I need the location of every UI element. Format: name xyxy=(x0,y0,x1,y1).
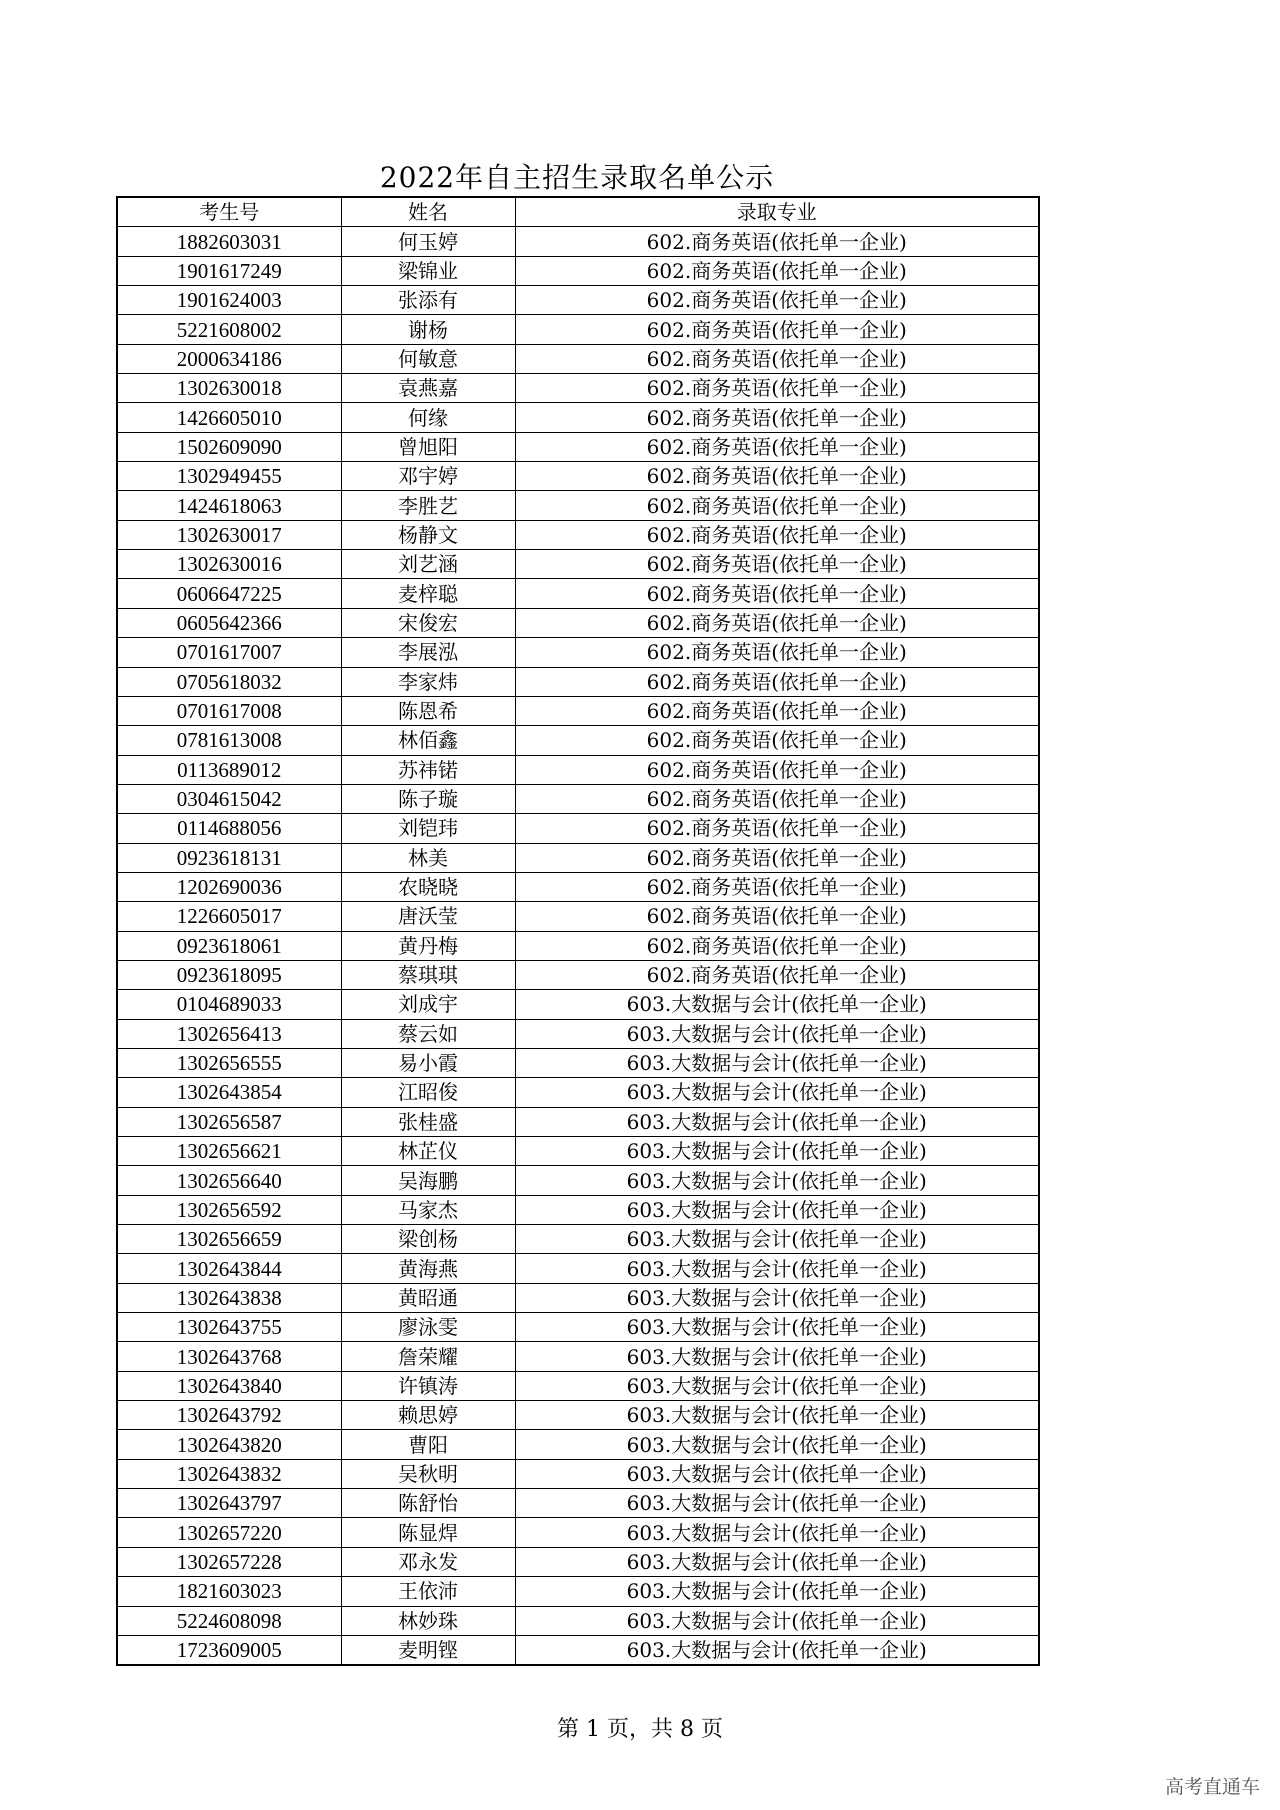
exam-id-cell: 5221608002 xyxy=(117,315,341,344)
exam-id-cell: 1424618063 xyxy=(117,491,341,520)
major-cell: 602.商务英语(依托单一企业) xyxy=(515,462,1039,491)
exam-id-cell: 1882603031 xyxy=(117,227,341,256)
table-row xyxy=(117,1577,1039,1606)
admission-table xyxy=(116,196,1040,1666)
student-name-cell: 邓永发 xyxy=(341,1547,515,1576)
student-name-cell: 詹荣耀 xyxy=(341,1342,515,1371)
student-name-cell: 林妙珠 xyxy=(341,1606,515,1635)
table-row xyxy=(117,1225,1039,1254)
table-row xyxy=(117,403,1039,432)
exam-id-cell: 1302657220 xyxy=(117,1518,341,1547)
exam-id-cell: 0701617008 xyxy=(117,696,341,725)
major-cell: 602.商务英语(依托单一企业) xyxy=(515,374,1039,403)
major-cell: 602.商务英语(依托单一企业) xyxy=(515,872,1039,901)
exam-id-cell: 1302630018 xyxy=(117,374,341,403)
table-row xyxy=(117,1635,1039,1665)
major-cell: 603.大数据与会计(依托单一企业) xyxy=(515,1577,1039,1606)
student-name-cell: 陈恩希 xyxy=(341,696,515,725)
exam-id-cell: 1302656587 xyxy=(117,1107,341,1136)
column-header-exam-id: 考生号 xyxy=(117,197,341,227)
exam-id-cell: 1302656659 xyxy=(117,1225,341,1254)
exam-id-cell: 0304615042 xyxy=(117,784,341,813)
exam-id-cell: 1302630016 xyxy=(117,550,341,579)
table-row xyxy=(117,931,1039,960)
exam-id-cell: 1202690036 xyxy=(117,872,341,901)
table-row xyxy=(117,843,1039,872)
page-footer: 第 1 页，共 8 页 xyxy=(557,1717,723,1742)
student-name-cell: 蔡琪琪 xyxy=(341,960,515,989)
student-name-cell: 何缘 xyxy=(341,403,515,432)
exam-id-cell: 1302656592 xyxy=(117,1195,341,1224)
table-row xyxy=(117,344,1039,373)
table-row xyxy=(117,1313,1039,1342)
major-cell: 603.大数据与会计(依托单一企业) xyxy=(515,1606,1039,1635)
major-cell: 602.商务英语(依托单一企业) xyxy=(515,726,1039,755)
major-cell: 602.商务英语(依托单一企业) xyxy=(515,315,1039,344)
exam-id-cell: 1302643797 xyxy=(117,1489,341,1518)
student-name-cell: 林芷仪 xyxy=(341,1137,515,1166)
table-row xyxy=(117,696,1039,725)
exam-id-cell: 0923618131 xyxy=(117,843,341,872)
table-row xyxy=(117,256,1039,285)
table-row xyxy=(117,579,1039,608)
student-name-cell: 赖思婷 xyxy=(341,1401,515,1430)
major-cell: 602.商务英语(依托单一企业) xyxy=(515,931,1039,960)
exam-id-cell: 1302643854 xyxy=(117,1078,341,1107)
student-name-cell: 邓宇婷 xyxy=(341,462,515,491)
student-name-cell: 谢杨 xyxy=(341,315,515,344)
major-cell: 603.大数据与会计(依托单一企业) xyxy=(515,1283,1039,1312)
major-cell: 603.大数据与会计(依托单一企业) xyxy=(515,1019,1039,1048)
major-cell: 602.商务英语(依托单一企业) xyxy=(515,814,1039,843)
table-row xyxy=(117,1166,1039,1195)
table-row xyxy=(117,550,1039,579)
table-row xyxy=(117,726,1039,755)
table-row xyxy=(117,286,1039,315)
major-cell: 603.大数据与会计(依托单一企业) xyxy=(515,1430,1039,1459)
major-cell: 602.商务英语(依托单一企业) xyxy=(515,550,1039,579)
student-name-cell: 杨静文 xyxy=(341,520,515,549)
major-cell: 602.商务英语(依托单一企业) xyxy=(515,256,1039,285)
exam-id-cell: 0923618095 xyxy=(117,960,341,989)
major-cell: 602.商务英语(依托单一企业) xyxy=(515,286,1039,315)
table-row xyxy=(117,1048,1039,1077)
column-header-name: 姓名 xyxy=(341,197,515,227)
major-cell: 602.商务英语(依托单一企业) xyxy=(515,960,1039,989)
table-row xyxy=(117,1195,1039,1224)
major-cell: 603.大数据与会计(依托单一企业) xyxy=(515,1342,1039,1371)
table-row xyxy=(117,1547,1039,1576)
major-cell: 603.大数据与会计(依托单一企业) xyxy=(515,1166,1039,1195)
exam-id-cell: 2000634186 xyxy=(117,344,341,373)
major-cell: 602.商务英语(依托单一企业) xyxy=(515,491,1039,520)
table-row xyxy=(117,1342,1039,1371)
table-row xyxy=(117,814,1039,843)
exam-id-cell: 1302643844 xyxy=(117,1254,341,1283)
exam-id-cell: 0114688056 xyxy=(117,814,341,843)
major-cell: 602.商务英语(依托单一企业) xyxy=(515,667,1039,696)
table-header xyxy=(117,197,1039,227)
exam-id-cell: 1302643840 xyxy=(117,1371,341,1400)
student-name-cell: 唐沃莹 xyxy=(341,902,515,931)
table-row xyxy=(117,520,1039,549)
major-cell: 602.商务英语(依托单一企业) xyxy=(515,344,1039,373)
student-name-cell: 袁燕嘉 xyxy=(341,374,515,403)
exam-id-cell: 1302656413 xyxy=(117,1019,341,1048)
exam-id-cell: 1426605010 xyxy=(117,403,341,432)
header-row xyxy=(117,197,1039,227)
student-name-cell: 林美 xyxy=(341,843,515,872)
major-cell: 602.商务英语(依托单一企业) xyxy=(515,638,1039,667)
exam-id-cell: 1302643755 xyxy=(117,1313,341,1342)
table-row xyxy=(117,1283,1039,1312)
table-row xyxy=(117,1430,1039,1459)
student-name-cell: 何玉婷 xyxy=(341,227,515,256)
student-name-cell: 吴秋明 xyxy=(341,1459,515,1488)
column-header-major: 录取专业 xyxy=(515,197,1039,227)
student-name-cell: 陈显焊 xyxy=(341,1518,515,1547)
exam-id-cell: 1302643832 xyxy=(117,1459,341,1488)
exam-id-cell: 0606647225 xyxy=(117,579,341,608)
table-row xyxy=(117,491,1039,520)
student-name-cell: 刘成宇 xyxy=(341,990,515,1019)
exam-id-cell: 1302656555 xyxy=(117,1048,341,1077)
table-row xyxy=(117,784,1039,813)
exam-id-cell: 1901624003 xyxy=(117,286,341,315)
major-cell: 603.大数据与会计(依托单一企业) xyxy=(515,1137,1039,1166)
student-name-cell: 梁创杨 xyxy=(341,1225,515,1254)
exam-id-cell: 1723609005 xyxy=(117,1635,341,1665)
student-name-cell: 张添有 xyxy=(341,286,515,315)
student-name-cell: 林佰鑫 xyxy=(341,726,515,755)
table-row xyxy=(117,667,1039,696)
table-row xyxy=(117,1019,1039,1048)
table-row xyxy=(117,638,1039,667)
major-cell: 603.大数据与会计(依托单一企业) xyxy=(515,1195,1039,1224)
table-row xyxy=(117,1107,1039,1136)
student-name-cell: 许镇涛 xyxy=(341,1371,515,1400)
table-row xyxy=(117,872,1039,901)
major-cell: 602.商务英语(依托单一企业) xyxy=(515,403,1039,432)
table-row xyxy=(117,1401,1039,1430)
exam-id-cell: 5224608098 xyxy=(117,1606,341,1635)
student-name-cell: 农晓晓 xyxy=(341,872,515,901)
exam-id-cell: 1226605017 xyxy=(117,902,341,931)
exam-id-cell: 0781613008 xyxy=(117,726,341,755)
table-row xyxy=(117,990,1039,1019)
student-name-cell: 麦梓聪 xyxy=(341,579,515,608)
student-name-cell: 苏祎锘 xyxy=(341,755,515,784)
student-name-cell: 李胜艺 xyxy=(341,491,515,520)
student-name-cell: 马家杰 xyxy=(341,1195,515,1224)
table-row xyxy=(117,227,1039,256)
major-cell: 603.大数据与会计(依托单一企业) xyxy=(515,1371,1039,1400)
exam-id-cell: 0605642366 xyxy=(117,608,341,637)
table-row xyxy=(117,1254,1039,1283)
table-row xyxy=(117,462,1039,491)
table-row xyxy=(117,374,1039,403)
major-cell: 603.大数据与会计(依托单一企业) xyxy=(515,1459,1039,1488)
table-row xyxy=(117,1518,1039,1547)
table-row xyxy=(117,902,1039,931)
table-row xyxy=(117,1459,1039,1488)
table-body xyxy=(117,227,1039,1665)
student-name-cell: 黄昭通 xyxy=(341,1283,515,1312)
exam-id-cell: 1302643838 xyxy=(117,1283,341,1312)
major-cell: 603.大数据与会计(依托单一企业) xyxy=(515,1635,1039,1665)
student-name-cell: 蔡云如 xyxy=(341,1019,515,1048)
student-name-cell: 王依沛 xyxy=(341,1577,515,1606)
exam-id-cell: 1502609090 xyxy=(117,432,341,461)
major-cell: 602.商务英语(依托单一企业) xyxy=(515,520,1039,549)
table-row xyxy=(117,608,1039,637)
major-cell: 602.商务英语(依托单一企业) xyxy=(515,579,1039,608)
document-title: 2022年自主招生录取名单公示 xyxy=(379,161,775,194)
major-cell: 603.大数据与会计(依托单一企业) xyxy=(515,1078,1039,1107)
major-cell: 603.大数据与会计(依托单一企业) xyxy=(515,1048,1039,1077)
major-cell: 603.大数据与会计(依托单一企业) xyxy=(515,1313,1039,1342)
major-cell: 602.商务英语(依托单一企业) xyxy=(515,755,1039,784)
exam-id-cell: 1302657228 xyxy=(117,1547,341,1576)
major-cell: 602.商务英语(依托单一企业) xyxy=(515,784,1039,813)
student-name-cell: 李展泓 xyxy=(341,638,515,667)
student-name-cell: 梁锦业 xyxy=(341,256,515,285)
student-name-cell: 李家炜 xyxy=(341,667,515,696)
student-name-cell: 江昭俊 xyxy=(341,1078,515,1107)
exam-id-cell: 1302643768 xyxy=(117,1342,341,1371)
student-name-cell: 陈舒怡 xyxy=(341,1489,515,1518)
table-row xyxy=(117,960,1039,989)
major-cell: 602.商务英语(依托单一企业) xyxy=(515,227,1039,256)
exam-id-cell: 0701617007 xyxy=(117,638,341,667)
exam-id-cell: 1901617249 xyxy=(117,256,341,285)
exam-id-cell: 0923618061 xyxy=(117,931,341,960)
major-cell: 602.商务英语(依托单一企业) xyxy=(515,432,1039,461)
student-name-cell: 张桂盛 xyxy=(341,1107,515,1136)
student-name-cell: 曹阳 xyxy=(341,1430,515,1459)
watermark: 高考直通车 xyxy=(1164,1776,1260,1798)
exam-id-cell: 0113689012 xyxy=(117,755,341,784)
major-cell: 603.大数据与会计(依托单一企业) xyxy=(515,1107,1039,1136)
exam-id-cell: 0705618032 xyxy=(117,667,341,696)
major-cell: 602.商务英语(依托单一企业) xyxy=(515,843,1039,872)
student-name-cell: 吴海鹏 xyxy=(341,1166,515,1195)
exam-id-cell: 1302643820 xyxy=(117,1430,341,1459)
major-cell: 603.大数据与会计(依托单一企业) xyxy=(515,1489,1039,1518)
table-row xyxy=(117,1489,1039,1518)
exam-id-cell: 1821603023 xyxy=(117,1577,341,1606)
major-cell: 602.商务英语(依托单一企业) xyxy=(515,608,1039,637)
exam-id-cell: 1302656640 xyxy=(117,1166,341,1195)
student-name-cell: 刘铠玮 xyxy=(341,814,515,843)
student-name-cell: 何敏意 xyxy=(341,344,515,373)
student-name-cell: 刘艺涵 xyxy=(341,550,515,579)
student-name-cell: 曾旭阳 xyxy=(341,432,515,461)
student-name-cell: 易小霞 xyxy=(341,1048,515,1077)
exam-id-cell: 1302630017 xyxy=(117,520,341,549)
student-name-cell: 黄海燕 xyxy=(341,1254,515,1283)
table-row xyxy=(117,755,1039,784)
exam-id-cell: 1302656621 xyxy=(117,1137,341,1166)
student-name-cell: 麦明铿 xyxy=(341,1635,515,1665)
table-row xyxy=(117,432,1039,461)
exam-id-cell: 0104689033 xyxy=(117,990,341,1019)
student-name-cell: 宋俊宏 xyxy=(341,608,515,637)
major-cell: 603.大数据与会计(依托单一企业) xyxy=(515,1547,1039,1576)
major-cell: 602.商务英语(依托单一企业) xyxy=(515,696,1039,725)
major-cell: 602.商务英语(依托单一企业) xyxy=(515,902,1039,931)
table-row xyxy=(117,1606,1039,1635)
student-name-cell: 黄丹梅 xyxy=(341,931,515,960)
table-row xyxy=(117,1078,1039,1107)
exam-id-cell: 1302643792 xyxy=(117,1401,341,1430)
table-row xyxy=(117,1137,1039,1166)
major-cell: 603.大数据与会计(依托单一企业) xyxy=(515,1401,1039,1430)
student-name-cell: 陈子璇 xyxy=(341,784,515,813)
student-name-cell: 廖泳雯 xyxy=(341,1313,515,1342)
major-cell: 603.大数据与会计(依托单一企业) xyxy=(515,1254,1039,1283)
major-cell: 603.大数据与会计(依托单一企业) xyxy=(515,990,1039,1019)
major-cell: 603.大数据与会计(依托单一企业) xyxy=(515,1225,1039,1254)
exam-id-cell: 1302949455 xyxy=(117,462,341,491)
major-cell: 603.大数据与会计(依托单一企业) xyxy=(515,1518,1039,1547)
table-row xyxy=(117,1371,1039,1400)
table-row xyxy=(117,315,1039,344)
